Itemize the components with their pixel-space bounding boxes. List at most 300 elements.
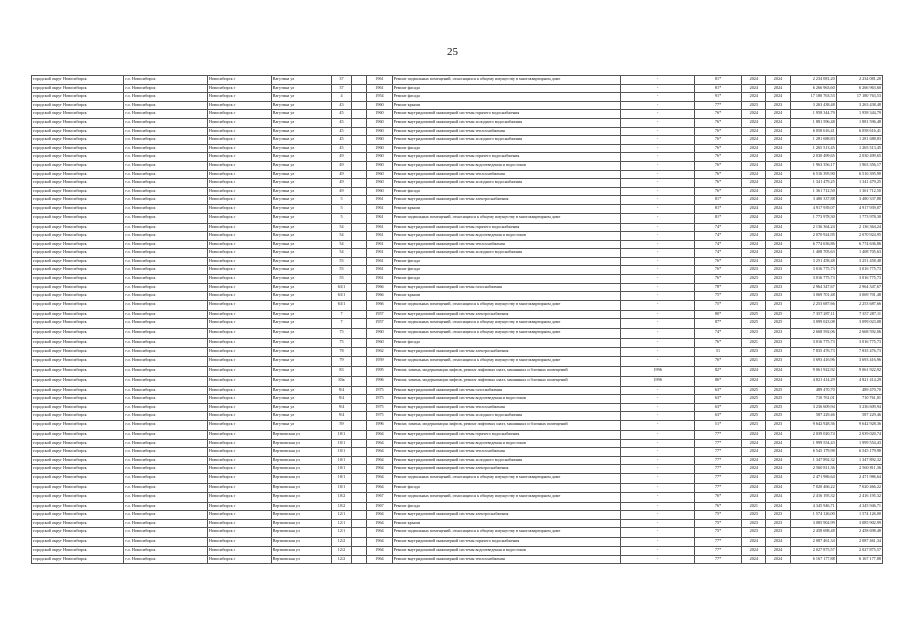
year-built-cell: 1964 — [367, 465, 392, 474]
municipality-cell: городской округ Новосибирск — [32, 266, 124, 275]
total-cost-cell: 6 167 177,88 — [836, 555, 882, 564]
street-cell: Вагутина ул — [271, 275, 331, 284]
end-year-cell: 2024 — [766, 196, 790, 205]
city-cell: Новосибирск г — [207, 93, 271, 102]
year-built-cell: 1961 — [367, 84, 392, 93]
total-cost-cell: 6 266 963,60 — [836, 84, 882, 93]
register-body — [32, 76, 883, 564]
table-row — [32, 356, 883, 366]
municipality-cell: городской округ Новосибирск — [32, 275, 124, 284]
municipality-cell: городской округ Новосибирск — [32, 319, 124, 329]
year-built-cell: 1975 — [367, 403, 392, 412]
street-cell: Вагутина ул — [271, 356, 331, 366]
end-year-cell: 2024 — [766, 136, 790, 145]
repair-register-table — [31, 75, 883, 564]
house-cell: 9/4 — [332, 386, 352, 395]
end-year-cell: 2024 — [766, 144, 790, 153]
year-built-cell: 1966 — [367, 300, 392, 310]
wear-cell: 77* — [694, 546, 741, 555]
street-cell: Вагутина ул — [271, 421, 331, 431]
start-year-cell: 2024 — [742, 118, 766, 127]
municipality-cell: городской округ Новосибирск — [32, 366, 124, 376]
cost-cell: 2 136 364,24 — [790, 223, 836, 232]
end-year-cell: 2023 — [766, 519, 790, 528]
city-cell: Новосибирск г — [207, 266, 271, 275]
start-year-cell: 2024 — [742, 127, 766, 136]
table-row — [32, 366, 883, 376]
lift-year-cell: - — [621, 395, 695, 404]
start-year-cell: 2024 — [742, 465, 766, 474]
table-row — [32, 93, 883, 102]
street-cell: Вагутина ул — [271, 136, 331, 145]
lift-year-cell: - — [621, 204, 695, 213]
house-cell: 10/2 — [332, 502, 352, 511]
table-row — [32, 223, 883, 232]
start-year-cell: 2024 — [742, 249, 766, 258]
building-cell — [351, 249, 366, 258]
work-type-cell: Ремонт внутридомовой инженерной системы водоотведения и водостоков — [392, 395, 621, 404]
city-cell: Новосибирск г — [207, 319, 271, 329]
building-cell — [351, 84, 366, 93]
lift-year-cell: - — [621, 127, 695, 136]
total-cost-cell: 1 281 688,83 — [836, 136, 882, 145]
work-type-cell: Ремонт подвальных помещений, относящихся к общему имуществу в многоквартирном доме — [392, 300, 621, 310]
district-cell: г.о. Новосибирск — [124, 179, 208, 188]
cost-cell: 3 480 337,88 — [790, 196, 836, 205]
municipality-cell: городской округ Новосибирск — [32, 136, 124, 145]
municipality-cell: городской округ Новосибирск — [32, 403, 124, 412]
lift-year-cell: - — [621, 310, 695, 319]
wear-cell: 80* — [694, 310, 741, 319]
wear-cell: 77* — [694, 431, 741, 440]
lift-year-cell: - — [621, 538, 695, 547]
building-cell — [351, 187, 366, 196]
lift-year-cell: - — [621, 528, 695, 538]
wear-cell: 76* — [694, 179, 741, 188]
wear-cell: 75* — [694, 292, 741, 301]
work-type-cell: Ремонт внутридомовой инженерной системы холодного водоснабжения — [392, 249, 621, 258]
district-cell: г.о. Новосибирск — [124, 136, 208, 145]
municipality-cell: городской округ Новосибирск — [32, 144, 124, 153]
street-cell: Вагутина ул — [271, 110, 331, 119]
end-year-cell: 2024 — [766, 223, 790, 232]
wear-cell: 76* — [694, 339, 741, 348]
year-built-cell: 1964 — [367, 528, 392, 538]
street-cell: Вагутина ул — [271, 76, 331, 85]
work-type-cell: Ремонт внутридомовой инженерной системы горячего водоснабжения — [392, 538, 621, 547]
street-cell: Вагутина ул — [271, 204, 331, 213]
total-cost-cell: 2 070 924,95 — [836, 232, 882, 241]
start-year-cell: 2021 — [742, 339, 766, 348]
city-cell: Новосибирск г — [207, 196, 271, 205]
table-row — [32, 456, 883, 465]
work-type-cell: Ремонт подвальных помещений, относящихся к общему имуществу в многоквартирном доме — [392, 319, 621, 329]
city-cell: Новосибирск г — [207, 492, 271, 502]
street-cell: Вертковская ул — [271, 555, 331, 564]
city-cell: Новосибирск г — [207, 187, 271, 196]
total-cost-cell: 710 761,01 — [836, 395, 882, 404]
end-year-cell: 2025 — [766, 319, 790, 329]
municipality-cell: городской округ Новосибирск — [32, 348, 124, 357]
district-cell: г.о. Новосибирск — [124, 275, 208, 284]
building-cell — [351, 118, 366, 127]
year-built-cell: 1957 — [367, 310, 392, 319]
cost-cell: 1 958 344,79 — [790, 110, 836, 119]
municipality-cell: городской округ Новосибирск — [32, 448, 124, 457]
table-row — [32, 153, 883, 162]
start-year-cell: 2023 — [742, 519, 766, 528]
wear-cell: 75* — [694, 528, 741, 538]
year-built-cell: 1960 — [367, 329, 392, 339]
municipality-cell: городской округ Новосибирск — [32, 187, 124, 196]
start-year-cell: 2025 — [742, 386, 766, 395]
start-year-cell: 2024 — [742, 179, 766, 188]
district-cell: г.о. Новосибирск — [124, 319, 208, 329]
start-year-cell: 2024 — [742, 84, 766, 93]
year-built-cell: 1961 — [367, 223, 392, 232]
work-type-cell: Ремонт внутридомовой инженерной системы электроснабжения — [392, 465, 621, 474]
street-cell: Вагутина ул — [271, 187, 331, 196]
year-built-cell: 1964 — [367, 519, 392, 528]
table-row — [32, 292, 883, 301]
end-year-cell: 2024 — [766, 492, 790, 502]
table-row — [32, 136, 883, 145]
start-year-cell: 2025 — [742, 319, 766, 329]
building-cell — [351, 356, 366, 366]
building-cell — [351, 421, 366, 431]
district-cell: г.о. Новосибирск — [124, 339, 208, 348]
street-cell: Вагутина ул — [271, 376, 331, 386]
end-year-cell: 2023 — [766, 329, 790, 339]
wear-cell: 81* — [694, 213, 741, 223]
house-cell: 49 — [332, 170, 352, 179]
street-cell: Вагутина ул — [271, 329, 331, 339]
cost-cell: 1 999 554,43 — [790, 439, 836, 448]
street-cell: Вагутина ул — [271, 118, 331, 127]
total-cost-cell: 2 027 875,57 — [836, 546, 882, 555]
building-cell — [351, 170, 366, 179]
district-cell: г.о. Новосибирск — [124, 511, 208, 520]
street-cell: Вагутина ул — [271, 223, 331, 232]
table-row — [32, 232, 883, 241]
wear-cell: 63* — [694, 395, 741, 404]
wear-cell: 76* — [694, 257, 741, 266]
start-year-cell: 2024 — [742, 232, 766, 241]
end-year-cell: 2024 — [766, 110, 790, 119]
street-cell: Вертковская ул — [271, 519, 331, 528]
start-year-cell: 2024 — [742, 223, 766, 232]
total-cost-cell: 2 416 195,32 — [836, 492, 882, 502]
house-cell: 55 — [332, 257, 352, 266]
cost-cell: 3 693 416,96 — [790, 356, 836, 366]
total-cost-cell: 3 016 775,73 — [836, 275, 882, 284]
district-cell: г.о. Новосибирск — [124, 421, 208, 431]
municipality-cell: городской округ Новосибирск — [32, 456, 124, 465]
total-cost-cell: 6 516 395,90 — [836, 170, 882, 179]
year-built-cell: 1960 — [367, 187, 392, 196]
city-cell: Новосибирск г — [207, 204, 271, 213]
end-year-cell: 2025 — [766, 403, 790, 412]
year-built-cell: 1957 — [367, 319, 392, 329]
street-cell: Вагутина ул — [271, 348, 331, 357]
lift-year-cell: - — [621, 356, 695, 366]
building-cell — [351, 93, 366, 102]
wear-cell: 76* — [694, 170, 741, 179]
municipality-cell: городской округ Новосибирск — [32, 546, 124, 555]
work-type-cell: Ремонт подвальных помещений, относящихся к общему имуществу в многоквартирном доме — [392, 329, 621, 339]
end-year-cell: 2023 — [766, 275, 790, 284]
cost-cell: 4 345 946,71 — [790, 502, 836, 511]
district-cell: г.о. Новосибирск — [124, 76, 208, 85]
city-cell: Новосибирск г — [207, 376, 271, 386]
year-built-cell: 1964 — [367, 555, 392, 564]
end-year-cell: 2024 — [766, 240, 790, 249]
building-cell — [351, 502, 366, 511]
wear-cell: 74* — [694, 240, 741, 249]
city-cell: Новосибирск г — [207, 403, 271, 412]
building-cell — [351, 300, 366, 310]
start-year-cell: 2024 — [742, 546, 766, 555]
year-built-cell: 1961 — [367, 76, 392, 85]
end-year-cell: 2024 — [766, 257, 790, 266]
building-cell — [351, 179, 366, 188]
cost-cell: 1 265 513,45 — [790, 144, 836, 153]
building-cell — [351, 538, 366, 547]
municipality-cell: городской округ Новосибирск — [32, 118, 124, 127]
city-cell: Новосибирск г — [207, 170, 271, 179]
street-cell: Вагутина ул — [271, 395, 331, 404]
wear-cell: 74* — [694, 249, 741, 258]
municipality-cell: городской округ Новосибирск — [32, 386, 124, 395]
building-cell — [351, 223, 366, 232]
city-cell: Новосибирск г — [207, 240, 271, 249]
work-type-cell: Ремонт внутридомовой инженерной системы электроснабжения — [392, 348, 621, 357]
end-year-cell: 2023 — [766, 283, 790, 292]
end-year-cell: 2024 — [766, 483, 790, 492]
building-cell — [351, 546, 366, 555]
lift-year-cell: - — [621, 465, 695, 474]
wear-cell: 63* — [694, 386, 741, 395]
city-cell: Новосибирск г — [207, 448, 271, 457]
municipality-cell: городской округ Новосибирск — [32, 395, 124, 404]
table-row — [32, 240, 883, 249]
district-cell: г.о. Новосибирск — [124, 538, 208, 547]
street-cell: Вагутина ул — [271, 213, 331, 223]
house-cell: 83а — [332, 376, 352, 386]
cost-cell: 2 458 698,48 — [790, 528, 836, 538]
cost-cell: 6 774 636,86 — [790, 240, 836, 249]
street-cell: Вагутина ул — [271, 232, 331, 241]
city-cell: Новосибирск г — [207, 456, 271, 465]
total-cost-cell: 587 229,46 — [836, 412, 882, 421]
municipality-cell: городской округ Новосибирск — [32, 292, 124, 301]
street-cell: Вагутина ул — [271, 153, 331, 162]
district-cell: г.о. Новосибирск — [124, 232, 208, 241]
work-type-cell: Ремонт внутридомовой инженерной системы холодного водоснабжения — [392, 412, 621, 421]
lift-year-cell: - — [621, 439, 695, 448]
start-year-cell: 2024 — [742, 240, 766, 249]
municipality-cell: городской округ Новосибирск — [32, 538, 124, 547]
work-type-cell: Ремонт подвальных помещений, относящихся к общему имуществу в многоквартирном доме — [392, 76, 621, 85]
end-year-cell: 2025 — [766, 412, 790, 421]
house-cell: 5 — [332, 196, 352, 205]
work-type-cell: Ремонт фасада — [392, 93, 621, 102]
building-cell — [351, 386, 366, 395]
cost-cell: 7 835 476,73 — [790, 348, 836, 357]
street-cell: Вертковская ул — [271, 492, 331, 502]
wear-cell: 81* — [694, 76, 741, 85]
table-row — [32, 257, 883, 266]
lift-year-cell: - — [621, 456, 695, 465]
start-year-cell: 2024 — [742, 136, 766, 145]
district-cell: г.о. Новосибирск — [124, 439, 208, 448]
start-year-cell: 2023 — [742, 300, 766, 310]
wear-cell: 81* — [694, 204, 741, 213]
district-cell: г.о. Новосибирск — [124, 283, 208, 292]
work-type-cell: Ремонт внутридомовой инженерной системы теплоснабжения — [392, 448, 621, 457]
lift-year-cell: - — [621, 144, 695, 153]
total-cost-cell: 2 471 986,64 — [836, 473, 882, 483]
house-cell: 10/1 — [332, 431, 352, 440]
total-cost-cell: 1 773 978,30 — [836, 213, 882, 223]
total-cost-cell: 3 236 609,94 — [836, 403, 882, 412]
cost-cell: 1 341 479,25 — [790, 179, 836, 188]
total-cost-cell: 3 016 775,73 — [836, 339, 882, 348]
city-cell: Новосибирск г — [207, 136, 271, 145]
wear-cell: 74* — [694, 329, 741, 339]
lift-year-cell: - — [621, 329, 695, 339]
total-cost-cell: 3 016 775,73 — [836, 266, 882, 275]
total-cost-cell: 2 964 347,67 — [836, 283, 882, 292]
lift-year-cell: - — [621, 187, 695, 196]
lift-year-cell: - — [621, 223, 695, 232]
city-cell: Новосибирск г — [207, 366, 271, 376]
year-built-cell: 1975 — [367, 395, 392, 404]
start-year-cell: 2023 — [742, 275, 766, 284]
city-cell: Новосибирск г — [207, 386, 271, 395]
house-cell: 9/4 — [332, 395, 352, 404]
work-type-cell: Ремонт внутридомовой инженерной системы холодного водоснабжения — [392, 179, 621, 188]
district-cell: г.о. Новосибирск — [124, 84, 208, 93]
total-cost-cell: 1 881 596,48 — [836, 118, 882, 127]
district-cell: г.о. Новосибирск — [124, 196, 208, 205]
wear-cell: 81* — [694, 84, 741, 93]
district-cell: г.о. Новосибирск — [124, 187, 208, 196]
district-cell: г.о. Новосибирск — [124, 170, 208, 179]
end-year-cell: 2024 — [766, 127, 790, 136]
building-cell — [351, 144, 366, 153]
work-type-cell: Ремонт внутридомовой инженерной системы электроснабжения — [392, 511, 621, 520]
street-cell: Вагутина ул — [271, 170, 331, 179]
wear-cell: 91* — [694, 93, 741, 102]
start-year-cell: 2024 — [742, 483, 766, 492]
street-cell: Вагутина ул — [271, 403, 331, 412]
work-type-cell: Ремонт внутридомовой инженерной системы горячего водоснабжения — [392, 431, 621, 440]
start-year-cell: 2025 — [742, 395, 766, 404]
lift-year-cell: - — [621, 339, 695, 348]
street-cell: Вагутина ул — [271, 319, 331, 329]
total-cost-cell: 2 560 811,36 — [836, 465, 882, 474]
house-cell: 10/1 — [332, 448, 352, 457]
end-year-cell: 2024 — [766, 366, 790, 376]
street-cell: Вертковская ул — [271, 431, 331, 440]
city-cell: Новосибирск г — [207, 275, 271, 284]
district-cell: г.о. Новосибирск — [124, 376, 208, 386]
table-row — [32, 519, 883, 528]
building-cell — [351, 456, 366, 465]
year-built-cell: 1966 — [367, 292, 392, 301]
district-cell: г.о. Новосибирск — [124, 519, 208, 528]
district-cell: г.о. Новосибирск — [124, 300, 208, 310]
end-year-cell: 2024 — [766, 187, 790, 196]
street-cell: Вертковская ул — [271, 502, 331, 511]
total-cost-cell: 1 574 126,00 — [836, 511, 882, 520]
house-cell: 49 — [332, 153, 352, 162]
cost-cell: 1 574 126,00 — [790, 511, 836, 520]
end-year-cell: 2024 — [766, 376, 790, 386]
district-cell: г.о. Новосибирск — [124, 546, 208, 555]
total-cost-cell: 6 545 179,98 — [836, 448, 882, 457]
building-cell — [351, 196, 366, 205]
cost-cell: 1 281 688,83 — [790, 136, 836, 145]
table-row — [32, 465, 883, 474]
city-cell: Новосибирск г — [207, 356, 271, 366]
table-row — [32, 386, 883, 395]
total-cost-cell: 1 999 554,43 — [836, 439, 882, 448]
city-cell: Новосибирск г — [207, 76, 271, 85]
wear-cell: 76* — [694, 110, 741, 119]
end-year-cell: 2024 — [766, 502, 790, 511]
house-cell: 10/1 — [332, 456, 352, 465]
street-cell: Вагутина ул — [271, 196, 331, 205]
district-cell: г.о. Новосибирск — [124, 257, 208, 266]
start-year-cell: 2025 — [742, 412, 766, 421]
municipality-cell: городской округ Новосибирск — [32, 161, 124, 170]
year-built-cell: 1960 — [367, 118, 392, 127]
total-cost-cell: 7 357 287,11 — [836, 310, 882, 319]
lift-year-cell: - — [621, 93, 695, 102]
house-cell: 45 — [332, 110, 352, 119]
work-type-cell: Ремонт внутридомовой инженерной системы теплоснабжения — [392, 170, 621, 179]
city-cell: Новосибирск г — [207, 546, 271, 555]
cost-cell: 710 761,01 — [790, 395, 836, 404]
city-cell: Новосибирск г — [207, 473, 271, 483]
municipality-cell: городской округ Новосибирск — [32, 473, 124, 483]
year-built-cell: 1964 — [367, 546, 392, 555]
total-cost-cell: 7 835 476,73 — [836, 348, 882, 357]
house-cell: 9/4 — [332, 412, 352, 421]
lift-year-cell: - — [621, 421, 695, 431]
municipality-cell: городской округ Новосибирск — [32, 257, 124, 266]
end-year-cell: 2024 — [766, 232, 790, 241]
work-type-cell: Ремонт внутридомовой инженерной системы водоотведения и водостоков — [392, 439, 621, 448]
municipality-cell: городской округ Новосибирск — [32, 204, 124, 213]
district-cell: г.о. Новосибирск — [124, 348, 208, 357]
work-type-cell: Ремонт внутридомовой инженерной системы водоотведения и водостоков — [392, 161, 621, 170]
lift-year-cell: - — [621, 266, 695, 275]
street-cell: Вертковская ул — [271, 546, 331, 555]
city-cell: Новосибирск г — [207, 283, 271, 292]
lift-year-cell: - — [621, 179, 695, 188]
house-cell: 12/2 — [332, 538, 352, 547]
house-cell: 12/1 — [332, 519, 352, 528]
table-row — [32, 492, 883, 502]
lift-year-cell: - — [621, 240, 695, 249]
wear-cell: 81* — [694, 196, 741, 205]
building-cell — [351, 431, 366, 440]
street-cell: Вертковская ул — [271, 448, 331, 457]
table-row — [32, 84, 883, 93]
